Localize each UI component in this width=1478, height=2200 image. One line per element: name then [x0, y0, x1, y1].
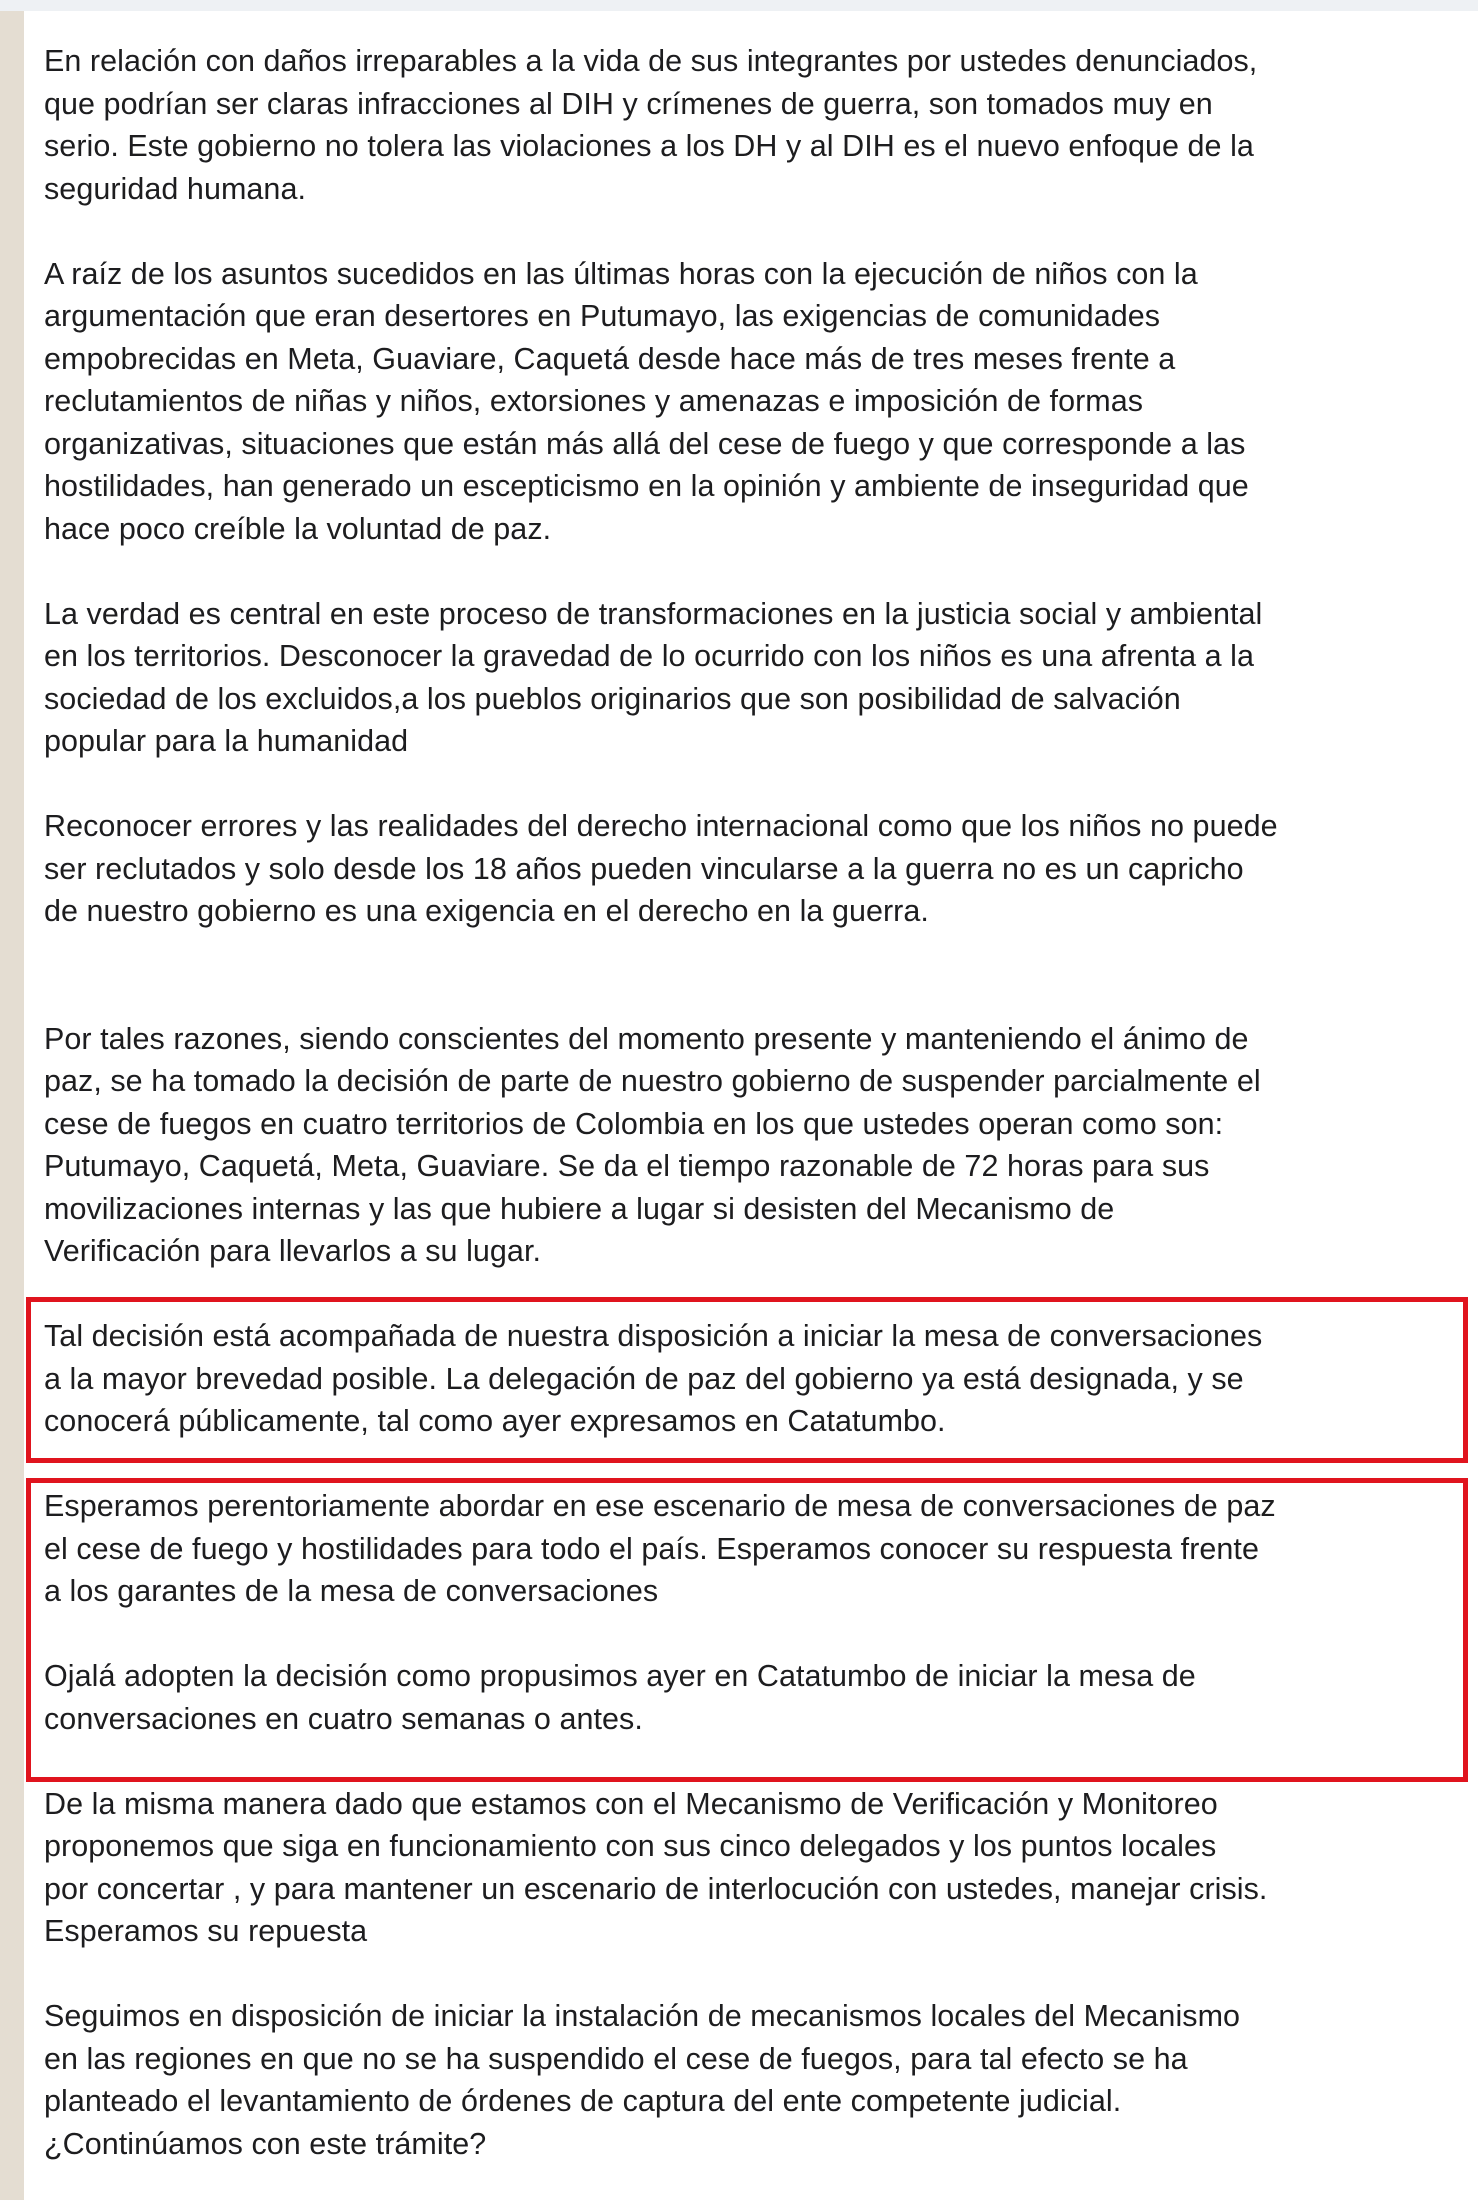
paragraph-mesa: Tal decisión está acompañada de nuestra disposición a iniciar la mesa de conversaciones a la mayor brevedad posible. La delegación de paz del gobierno ya está designada, y se conocerá públicamente, tal como ayer expresamos en Catatumbo. [44, 1319, 1263, 1438]
paragraph-tramite: Seguimos en disposición de iniciar la instalación de mecanismos locales del Mecanismo en las regiones en que no se ha suspendido el cese de fuegos, para tal efecto se ha planteado el levantamiento de órdenes de captura del ente competente judicial. ¿Continúamos con este trámite? [44, 1999, 1241, 2161]
paragraph-cese-fuego: Esperamos perentoriamente abordar en ese escenario de mesa de conversaciones de paz el cese de fuego y hostilidades para todo el país. Esperamos conocer su respuesta frente a los garantes de la mesa de conversaciones [44, 1489, 1276, 1608]
paragraph-dih: En relación con daños irreparables a la vida de sus integrantes por ustedes denunciados, que podrían ser claras infracciones al DIH y crímenes de guerra, son tomados muy en serio. Este gobierno no tolera las violaciones a los DH y al DIH es el nuevo enfoque de la seguridad humana. [44, 44, 1258, 206]
chat-background [0, 11, 24, 2200]
message-text [44, 40, 1464, 2165]
top-strip [0, 0, 1478, 11]
paragraph-decision: Por tales razones, siendo conscientes del momento presente y manteniendo el ánimo de paz, se ha tomado la decisión de parte de nuestro gobierno de suspender parcialmente el cese de fuegos en cuatro territorios de Colombia en los que ustedes operan como son: Putumayo, Caquetá, Meta, Guaviare. Se da el tiempo razonable de 72 horas para sus movilizaciones internas y las que hubiere a lugar si desisten del Mecanismo de Verificación para llevarlos a su lugar. [44, 1021, 1261, 1268]
paragraph-catatumbo: Ojalá adopten la decisión como propusimos ayer en Catatumbo de iniciar la mesa de conversaciones en cuatro semanas o antes. [44, 1659, 1196, 1736]
paragraph-verdad: La verdad es central en este proceso de transformaciones en la justicia social y ambiental en los territorios. Desconocer la gravedad de lo ocurrido con los niños es una afrenta a la sociedad de los excluidos,a los pueblos originarios que son posibilidad de salvación popular para la humanidad [44, 596, 1263, 758]
highlight-box-cese-fuego [26, 1478, 1468, 1782]
highlight-box-mesa [26, 1297, 1468, 1463]
paragraph-mecanismo: De la misma manera dado que estamos con el Mecanismo de Verificación y Monitoreo proponemos que siga en funcionamiento con sus cinco delegados y los puntos locales por concertar , y para mantener un escenario de interlocución con ustedes, manejar crisis. Esperamos su repuesta [44, 1786, 1268, 1948]
paragraph-putumayo: A raíz de los asuntos sucedidos en las últimas horas con la ejecución de niños con la argumentación que eran desertores en Putumayo, las exigencias de comunidades empobrecidas en Meta, Guaviare, Caquetá desde hace más de tres meses frente a reclutamientos de niñas y niños, extorsiones y amenazas e imposición de formas organizativas, situaciones que están más allá del cese de fuego y que corresponde a las hostilidades, han generado un escepticismo en la opinión y ambiente de inseguridad que hace poco creíble la voluntad de paz. [44, 256, 1249, 546]
paragraph-reconocer: Reconocer errores y las realidades del derecho internacional como que los niños no puede ser reclutados y solo desde los 18 años pueden vincularse a la guerra no es un capricho de nuestro gobierno es una exigencia en el derecho en la guerra. [44, 809, 1278, 928]
